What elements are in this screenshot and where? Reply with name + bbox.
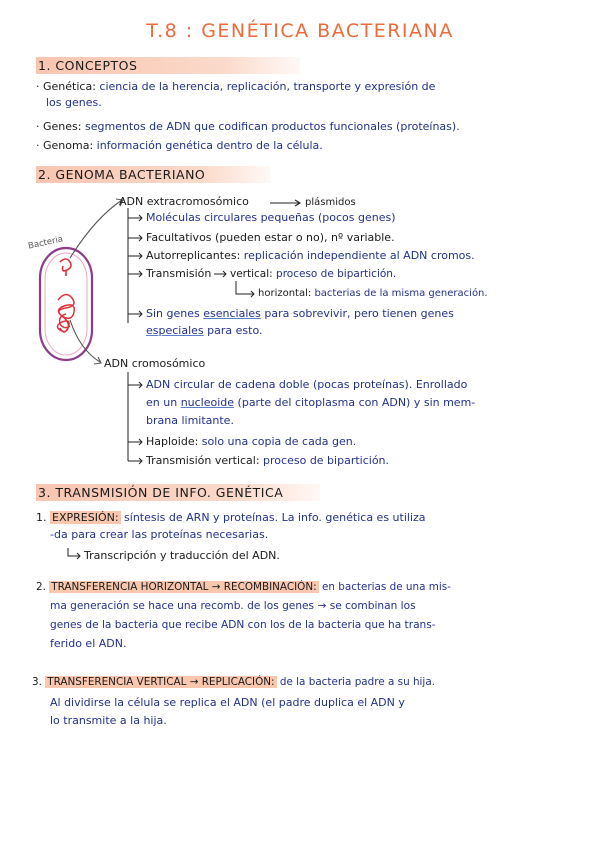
cromo-item-1-line3: brana limitante. [146,414,234,427]
concepto-genes: · Genes: segmentos de ADN que codifican productos funcionales (proteínas). [36,120,460,133]
section-heading-conceptos: 1. CONCEPTOS [36,57,300,74]
expresion-line1: 1. EXPRESIÓN: síntesis de ARN y proteínas. La info. genética es utiliza [36,511,426,524]
section-heading-genoma: 2. GENOMA BACTERIANO [36,166,270,183]
plasmid-shape [60,259,71,276]
transferencia-horizontal-line3: genes de la bacteria que recibe ADN con los de la bacteria que ha trans- [50,619,436,631]
concepto-genetica: · Genética: ciencia de la herencia, replicación, transporte y expresión de [36,80,436,93]
def-genetica-1: ciencia de la herencia, replicación, transporte y expresión de [99,80,436,93]
transferencia-vertical-line2: Al dividirse la célula se replica el ADN (el padre duplica el ADN y [50,696,405,709]
extra-item-4b: horizontal: bacterias de la misma generación. [258,288,488,299]
transferencia-vertical-term: TRANSFERENCIA VERTICAL → REPLICACIÓN: [47,676,275,688]
def-genes: segmentos de ADN que codifican productos funcionales (proteínas). [84,120,460,133]
extra-item-4: Transmisión [146,267,212,280]
cromo-item-2: Haploide: solo una copia de cada gen. [146,435,357,448]
transferencia-horizontal-line4: ferido el ADN. [50,637,127,650]
adn-cromosomico-title: ADN cromosómico [104,357,206,370]
extra-item-2: Facultativos (pueden estar o no), nº variable. [146,231,395,244]
transferencia-horizontal-term: TRANSFERENCIA HORIZONTAL → RECOMBINACIÓN: [51,581,317,593]
term-genes: Genes: [43,120,82,133]
expresion-line2: -da para crear las proteínas necesarias. [50,528,269,541]
extra-item-5-line2: especiales para esto. [146,324,263,337]
transferencia-horizontal-line2: ma generación se hace una recomb. de los genes → se combinan los [50,600,416,612]
concepto-genoma: · Genoma: información genética dentro de la célula. [36,139,323,152]
section-heading-transmision: 3. TRANSMISIÓN DE INFO. GENÉTICA [36,484,320,501]
arrow-plasmid [70,200,122,258]
page-title: T.8 : GENÉTICA BACTERIANA [146,20,454,42]
expresion-term: EXPRESIÓN: [52,511,119,524]
expresion-line3: Transcripción y traducción del ADN. [84,549,280,562]
bacteria-label: Bacteria [27,234,64,252]
term-genoma: Genoma: [43,139,94,152]
transferencia-horizontal-line1: 2. TRANSFERENCIA HORIZONTAL → RECOMBINACIÓN: en bacterias de una mis- [36,581,451,593]
transferencia-vertical-line3: lo transmite a la hija. [50,714,167,727]
plasmidos-label: plásmidos [305,197,356,208]
adn-extracromosomico-title: ADN extracromosómico [119,195,249,208]
def-genetica-2: los genes. [46,96,102,109]
def-genoma: información genética dentro de la célula. [96,139,323,152]
extra-item-3: Autorreplicantes: replicación independiente al ADN cromos. [146,249,475,262]
extra-item-1: Moléculas circulares pequeñas (pocos genes) [146,211,396,224]
cromo-item-1-line1: ADN circular de cadena doble (pocas proteínas). Enrollado [146,378,468,391]
extra-item-4a: vertical: proceso de bipartición. [230,268,397,280]
cromo-item-3: Transmisión vertical: proceso de bipartición. [146,454,390,467]
transferencia-vertical-line1: 3. TRANSFERENCIA VERTICAL → REPLICACIÓN: de la bacteria padre a su hija. [32,676,435,688]
cromo-item-1-line2: en un nucleoide (parte del citoplasma con ADN) y sin mem- [146,396,476,409]
bacteria-cell-membrane [45,253,87,355]
term-genetica: Genética: [43,80,96,93]
extra-item-5-line1: Sin genes esenciales para sobrevivir, pero tienen genes [146,307,454,320]
